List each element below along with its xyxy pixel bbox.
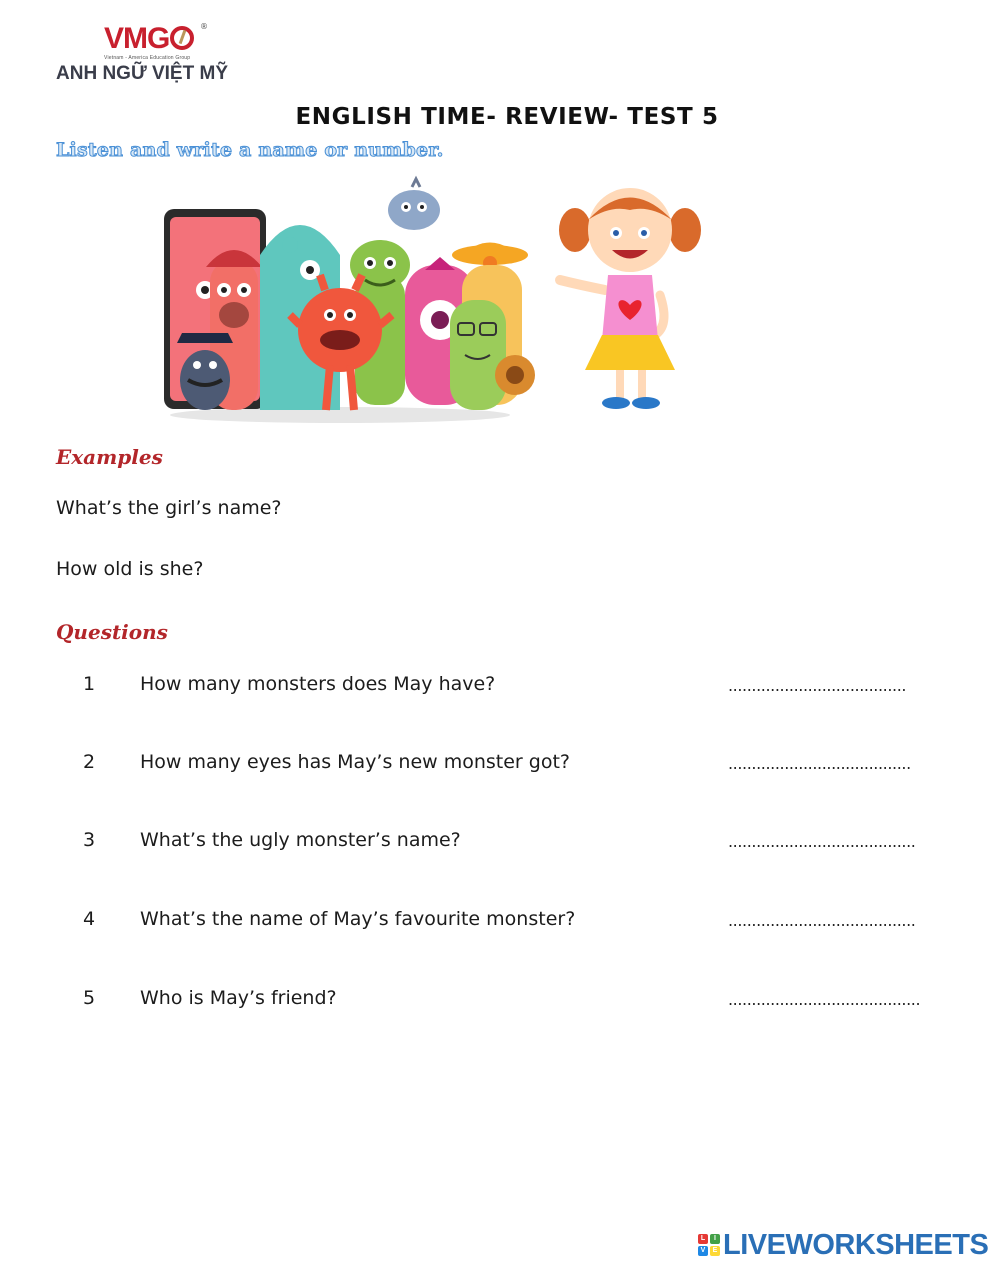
liveworksheets-grid-icon: L I V E (698, 1234, 720, 1256)
logo-name: ANH NGỮ VIỆT MỸ (56, 63, 228, 84)
glasses-monster (450, 300, 506, 410)
answer-field[interactable]: ........................................ (728, 832, 916, 851)
vmg-logo-mark: VMG (104, 22, 194, 56)
example-question: How old is she? (56, 558, 204, 580)
liveworksheets-logo[interactable] (698, 1230, 988, 1260)
cloud-monster (388, 179, 440, 230)
question-number: 5 (83, 987, 96, 1009)
example-question: What’s the girl’s name? (56, 497, 282, 519)
registered-mark: ® (200, 22, 208, 31)
question-text: What’s the name of May’s favourite monster? (140, 908, 576, 930)
question-text: Who is May’s friend? (140, 987, 337, 1009)
logo-subtitle: Vietnam - America Education Group (104, 55, 191, 61)
answer-field[interactable]: ...................................... (728, 676, 907, 695)
question-text: What’s the ugly monster’s name? (140, 829, 461, 851)
question-text: How many eyes has May’s new monster got? (140, 751, 571, 773)
girl-character (559, 188, 701, 409)
question-number: 1 (83, 673, 96, 695)
page-title: ENGLISH TIME- REVIEW- TEST 5 (295, 104, 719, 130)
snail-monster (495, 355, 535, 395)
liveworksheets-wordmark: LIVEWORKSHEETS (723, 1228, 989, 1261)
answer-field[interactable]: ......................................... (728, 990, 921, 1009)
question-text: How many monsters does May have? (140, 673, 496, 695)
answer-field[interactable]: ....................................... (728, 754, 911, 773)
monsters-and-girl-illustration (150, 175, 720, 430)
examples-heading: Examples (56, 445, 163, 469)
pen-circle-icon (170, 26, 194, 50)
question-number: 4 (83, 908, 96, 930)
instruction-text: Listen and write a name or number. (56, 139, 444, 161)
questions-heading: Questions (56, 620, 168, 644)
question-number: 3 (83, 829, 96, 851)
question-number: 2 (83, 751, 96, 773)
answer-field[interactable]: ........................................ (728, 911, 916, 930)
